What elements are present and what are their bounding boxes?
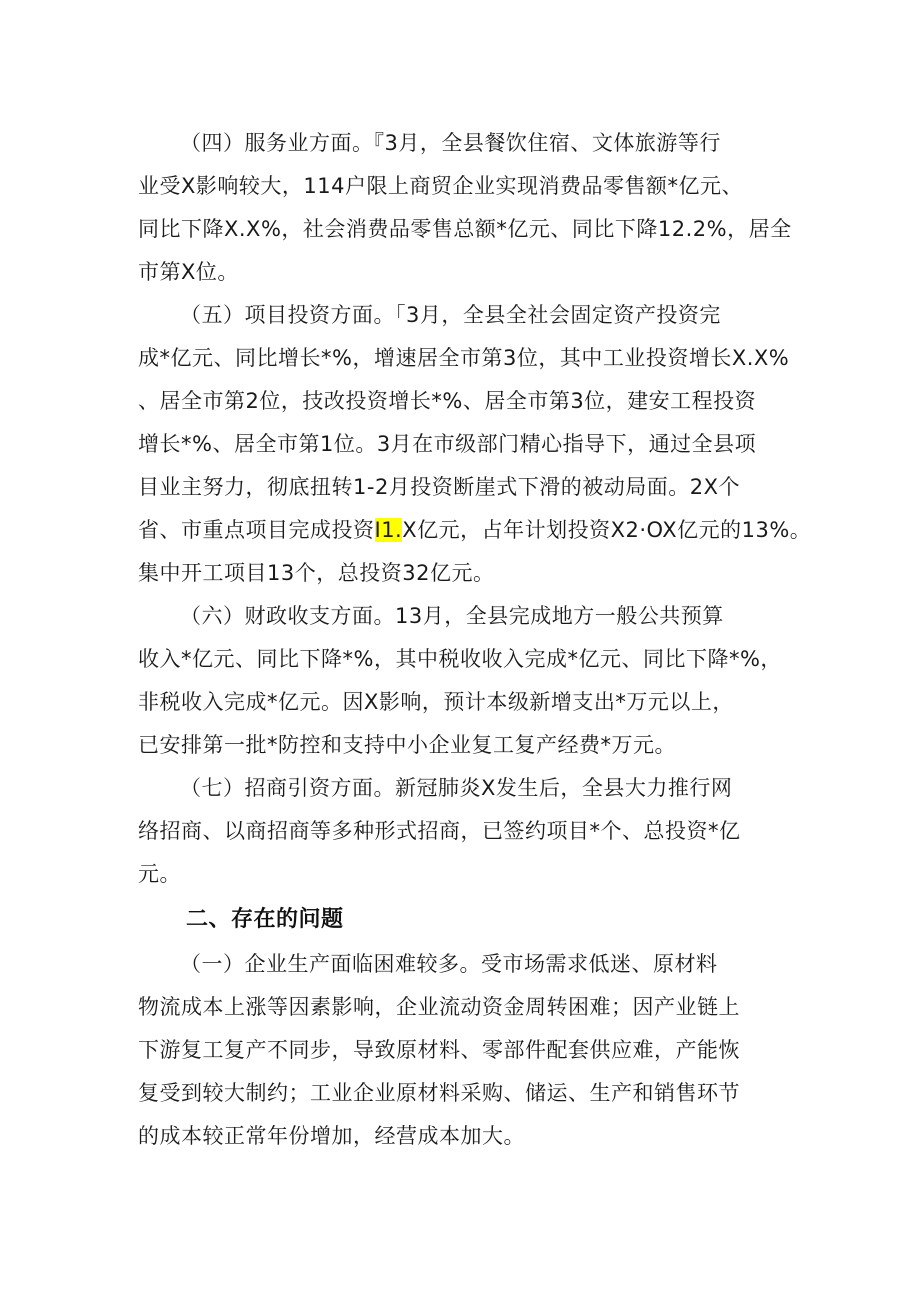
text-line: 增长*%、居全市第1位。3月在市级部门精心指导下，通过全县项 <box>138 432 757 456</box>
text-line: 已安排第一批*防控和支持中小企业复工复产经费*万元。 <box>138 733 676 757</box>
text-line: 络招商、以商招商等多种形式招商，已签约项目*个、总投资*亿 <box>138 819 741 843</box>
text-line: 集中开工项目13个，总投资32亿元。 <box>138 561 495 585</box>
text-line: （七）招商引资方面。新冠肺炎X发生后，全县大力推行网 <box>180 776 733 800</box>
paragraph-investment <box>138 294 812 595</box>
text-segment: 省、市重点项目完成投资 <box>138 518 375 542</box>
text-line: 复受到较大制约；工业企业原材料采购、储运、生产和销售环节 <box>138 1081 740 1105</box>
text-line: 元。 <box>138 862 181 886</box>
section-heading: 二、存在的问题 <box>186 907 344 932</box>
text-line: （一）企业生产面临困难较多。受市场需求低迷、原材料 <box>180 952 718 976</box>
text-line: （六）财政收支方面。13月，全县完成地方一般公共预算 <box>180 604 724 628</box>
text-line: 收入*亿元、同比下降*%，其中税收收入完成*亿元、同比下降*%， <box>138 647 782 671</box>
paragraph-attraction <box>138 767 788 896</box>
text-line: 物流成本上涨等因素影响，企业流动资金周转困难；因产业链上 <box>138 995 740 1019</box>
paragraph-production <box>138 943 788 1158</box>
text-line: （五）项目投资方面。「3月，全县全社会固定资产投资完 <box>180 303 721 327</box>
text-line: 非税收入完成*亿元。因X影响，预计本级新增支出*万元以上， <box>138 690 734 714</box>
text-segment: X亿元，占年计划投资X2·OX亿元的13%。 <box>402 518 812 542</box>
text-line: 业受X影响较大，114户限上商贸企业实现消费品零售额*亿元、 <box>138 174 743 198</box>
text-line: 目业主努力，彻底扭转1-2月投资断崖式下滑的被动局面。2X个 <box>138 475 741 499</box>
text-line: 的成本较正常年份增加，经营成本加大。 <box>138 1124 525 1148</box>
text-line: 成*亿元、同比增长*%，增速居全市第3位，其中工业投资增长X.X% <box>138 346 790 370</box>
highlighted-text: I1. <box>374 518 403 542</box>
text-line: （四）服务业方面。『3月，全县餐饮住宿、文体旅游等行 <box>180 131 721 155</box>
text-line: 、居全市第2位，技改投资增长*%、居全市第3位，建安工程投资 <box>138 389 757 413</box>
paragraph-services <box>138 122 792 294</box>
text-line: 同比下降X.X%，社会消费品零售总额*亿元、同比下降12.2%，居全 <box>138 217 792 241</box>
text-line-highlighted <box>138 509 812 552</box>
paragraph-finance <box>138 595 788 767</box>
text-line: 市第X位。 <box>138 260 239 284</box>
document-body <box>138 122 812 1158</box>
text-line: 下游复工复产不同步，导致原材料、零部件配套供应难，产能恢 <box>138 1038 740 1062</box>
